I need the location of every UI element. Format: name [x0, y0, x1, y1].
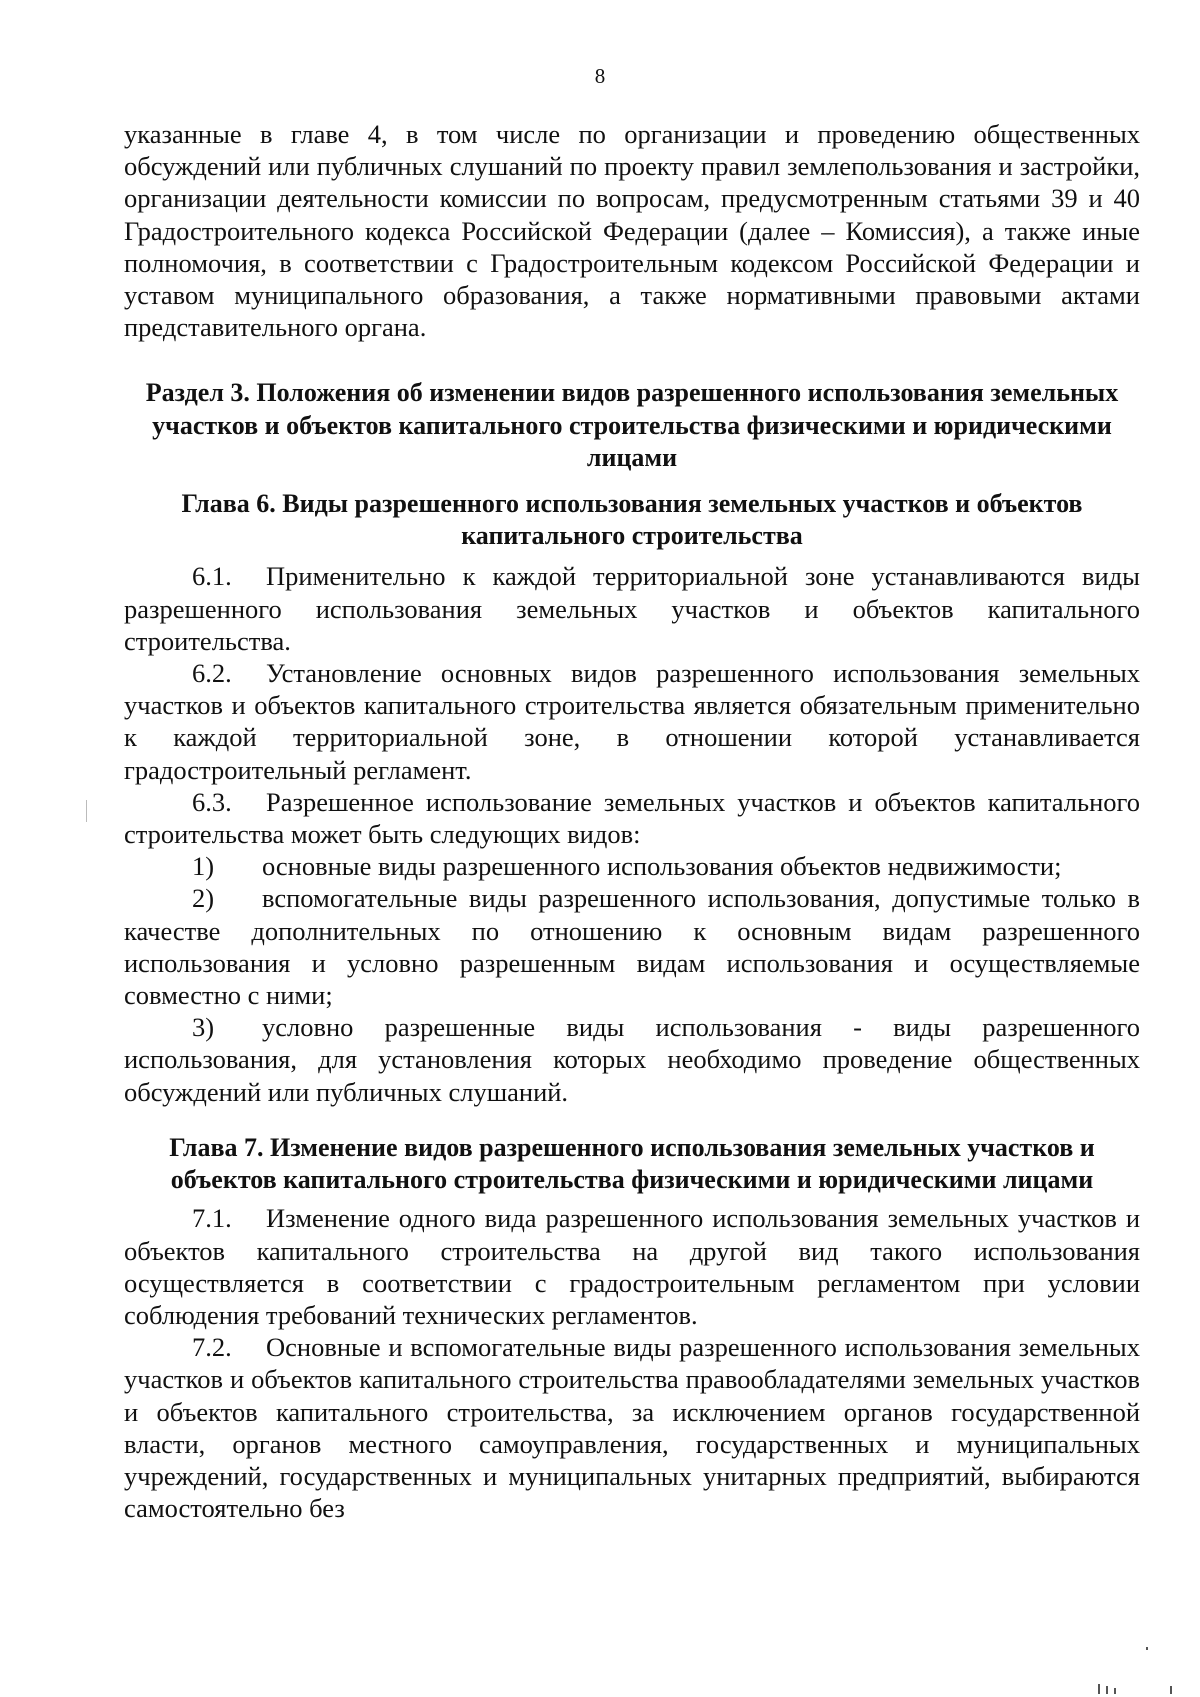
scan-artifact: [86, 800, 87, 822]
paragraph-6-2: [124, 657, 1140, 786]
scan-artifact: [1146, 1647, 1148, 1650]
list-item-text: вспомогательные виды разрешенного использования, допустимые только в качестве дополнительных по отношению к основным видам разрешенного использования и условно разрешенным видам использования и осуществляемые совместно с ними;: [124, 883, 1140, 1011]
list-item-1: [124, 850, 1140, 882]
intro-paragraph: указанные в главе 4, в том числе по организации и проведению общественных обсуждений или публичных слушаний по проекту правил землепользования и застройки, организации деятельности комиссии по вопросам, предусмотренным статьями 39 и 40 Градостроительного кодекса Российской Федерации (далее – Комиссия), а также иные полномочия, в соответствии с Градостроительным кодексом Российской Федерации и уставом муниципального образования, а также нормативными правовыми актами представительного органа.: [124, 119, 1140, 343]
paragraph-number: 6.1.: [192, 561, 232, 592]
chapter-6-heading: Глава 6. Виды разрешенного использования земельных участков и объектов капитального строительства: [181, 489, 1083, 551]
paragraph-number: 6.3.: [192, 786, 232, 817]
paragraph-number: 6.2.: [192, 658, 232, 689]
paragraph-7-1: [124, 1202, 1140, 1331]
page-content: [124, 118, 1140, 1524]
paragraph-number: 7.1.: [192, 1203, 232, 1234]
paragraph-text: Применительно к каждой территориальной зоне устанавливаются виды разрешенного использования земельных участков и объектов капитального строительства.: [124, 561, 1140, 656]
paragraph-text: Установление основных видов разрешенного использования земельных участков и объектов капитального строительства является обязательным применительно к каждой территориальной зоне, в отношении которой устанавливается градостроительный регламент.: [124, 658, 1140, 785]
section-3-heading: Раздел 3. Положения об изменении видов разрешенного использования земельных участков и объектов капитального строительства физическими и юридическими лицами: [145, 378, 1119, 472]
paragraph-6-1: [124, 560, 1140, 657]
list-item-3: [124, 1011, 1140, 1108]
chapter-7-heading: Глава 7. Изменение видов разрешенного использования земельных участков и объектов капитального строительства физическими и юридическими лицами: [169, 1132, 1095, 1195]
scan-artifact: [1106, 1686, 1108, 1694]
paragraph-text: Основные и вспомогательные виды разрешенного использования земельных участков и объектов капитального строительства правообладателями земельных участков и объектов капитального строительства, за исключением органов государственной власти, органов местного самоуправления, государственных и муниципальных учреждений, государственных и муниципальных унитарных предприятий, выбираются самостоятельно без: [124, 1332, 1140, 1524]
list-item-text: основные виды разрешенного использования объектов недвижимости;: [262, 851, 1062, 882]
paragraph-7-2: [124, 1331, 1140, 1524]
list-item-text: условно разрешенные виды использования - виды разрешенного использования, для установления которых необходимо проведение общественных обсуждений или публичных слушаний.: [124, 1012, 1140, 1107]
scan-artifact: [1170, 1686, 1172, 1694]
list-item-number: 1): [192, 851, 215, 882]
paragraph-6-3: [124, 786, 1140, 850]
list-item-number: 3): [192, 1012, 215, 1043]
list-item-2: [124, 882, 1140, 1011]
paragraph-number: 7.2.: [192, 1332, 232, 1363]
list-item-number: 2): [192, 883, 215, 914]
page-number: 8: [594, 64, 606, 88]
scan-artifact: [1098, 1684, 1100, 1694]
paragraph-text: Разрешенное использование земельных участков и объектов капитального строительства может быть следующих видов:: [124, 786, 1140, 850]
scan-artifact: [1114, 1688, 1116, 1694]
paragraph-text: Изменение одного вида разрешенного использования земельных участков и объектов капитального строительства на другой вид такого использования осуществляется в соответствии с градостроительным регламентом при условии соблюдения требований технических регламентов.: [124, 1203, 1140, 1330]
